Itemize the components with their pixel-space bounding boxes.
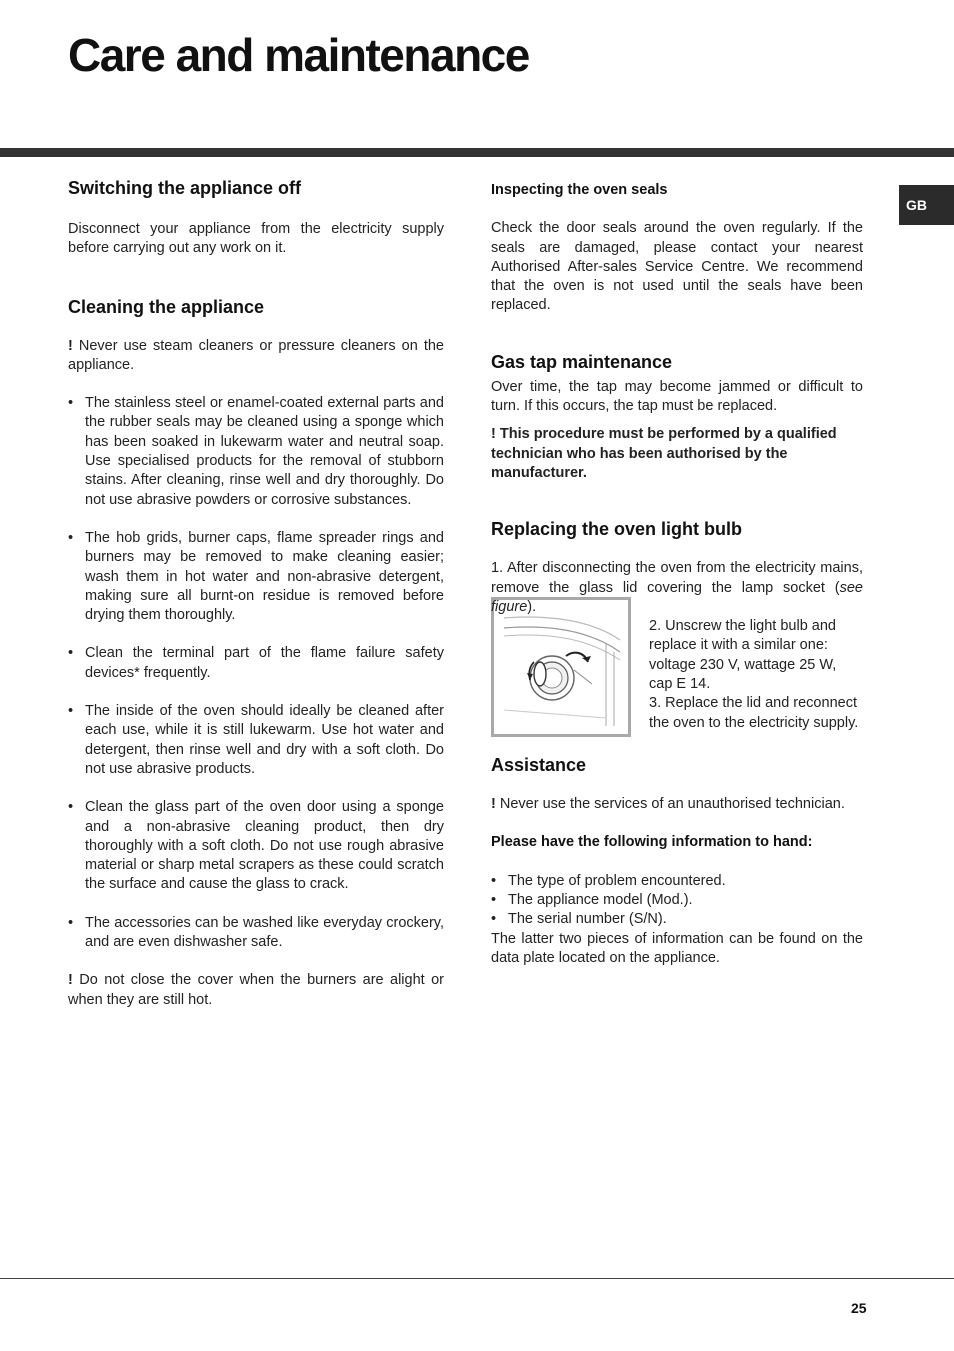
bulb-step-3: 3. Replace the lid and reconnect the oven to the electricity supply. — [649, 695, 859, 731]
bulb-step-1-end: ). — [527, 598, 537, 615]
switching-text: Disconnect your appliance from the electricity supply before carrying out any work on it. — [68, 221, 444, 257]
section-gas-tap — [491, 350, 863, 483]
list-item: • The type of problem encountered. — [491, 872, 863, 891]
list-item: • The inside of the oven should ideally be cleaned after each use, while it is still lukewarm. Use hot water and detergent, then rinse well and dry with a soft cloth. Do not use abrasive products. — [68, 702, 444, 779]
list-item: • The serial number (S/N). — [491, 910, 863, 929]
assistance-warning-text: Never use the services of an unauthorised technician. — [495, 796, 845, 813]
section-bulb — [491, 517, 863, 737]
language-tab: GB — [899, 185, 954, 225]
warning-mark: ! — [68, 337, 73, 354]
header-rule — [0, 148, 954, 157]
gas-tap-heading: Gas tap maintenance — [491, 351, 673, 372]
oven-lamp-figure — [491, 597, 631, 737]
left-column — [68, 176, 444, 1010]
cleaning-warning-text: Never use steam cleaners or pressure cleaners on the appliance. — [68, 337, 444, 373]
see-figure-ref: see figure — [491, 579, 863, 615]
cover-warning-text: Do not close the cover when the burners are alight or when they are still hot. — [68, 972, 444, 1008]
warning-mark: ! — [68, 972, 73, 989]
list-item: • The hob grids, burner caps, flame spreader rings and burners may be removed to make cleaning easier; wash them in hot water and non-abrasive detergent, making sure all burnt-on residue is removed before drying them thoroughly. — [68, 529, 444, 625]
page-title: Care and maintenance — [68, 29, 529, 81]
cleaning-warning — [68, 337, 444, 376]
assistance-closing: The latter two pieces of information can be found on the data plate located on the appliance. — [491, 930, 863, 966]
page-number: 25 — [851, 1300, 867, 1316]
bulb-steps — [491, 559, 863, 737]
footer-rule — [0, 1278, 954, 1279]
assistance-warning — [491, 795, 863, 814]
assistance-info-heading: Please have the following information to hand: — [491, 834, 813, 851]
bulb-step-2: 2. Unscrew the light bulb and replace it with a similar one: voltage 230 V, wattage 25 W, cap E 14. — [649, 618, 837, 693]
section-switching-off — [68, 176, 444, 259]
bulb-heading: Replacing the oven light bulb — [491, 519, 743, 540]
list-item: • The accessories can be washed like everyday crockery, and are even dishwasher safe. — [68, 914, 444, 953]
bulb-step-1-text: 1. After disconnecting the oven from the electricity mains, remove the glass lid covering the lamp socket ( — [491, 560, 863, 596]
seals-heading: Inspecting the oven seals — [491, 182, 668, 198]
switching-heading: Switching the appliance off — [68, 178, 302, 198]
cover-warning — [68, 971, 444, 1010]
seals-text: Check the door seals around the oven regularly. If the seals are damaged, please contact your nearest Authorised After-sales Service Centre. We recommend that the oven is not used until the seals have been replaced. — [491, 220, 863, 314]
gas-tap-warning: ! This procedure must be performed by a qualified technician who has been authorised by the manufacturer. — [491, 426, 837, 481]
assistance-list — [491, 872, 863, 930]
assistance-heading: Assistance — [491, 755, 587, 776]
right-column — [491, 176, 863, 968]
warning-mark: ! — [491, 796, 496, 813]
cleaning-heading: Cleaning the appliance — [68, 296, 265, 317]
section-assistance — [491, 753, 863, 968]
list-item: • Clean the terminal part of the flame failure safety devices* frequently. — [68, 644, 444, 683]
cleaning-list — [68, 394, 444, 952]
oven-lamp-illustration — [494, 600, 628, 734]
list-item: • The stainless steel or enamel-coated external parts and the rubber seals may be cleaned using a sponge which has been soaked in lukewarm water and neutral soap. Use specialised products for the removal of stubborn stains. After cleaning, rinse well and dry thoroughly. Do not use abrasive powders or corrosive substances. — [68, 394, 444, 510]
section-cleaning — [68, 295, 444, 1010]
list-item: • The appliance model (Mod.). — [491, 891, 863, 910]
gas-tap-text: Over time, the tap may become jammed or difficult to turn. If this occurs, the tap must be replaced. — [491, 378, 863, 415]
list-item: • Clean the glass part of the oven door using a sponge and a non-abrasive cleaning product, then dry thoroughly with a soft cloth. Do not use rough abrasive material or sharp metal scrapers as these could scratch the surface and cause the glass to crack. — [68, 798, 444, 894]
section-seals — [491, 181, 863, 316]
